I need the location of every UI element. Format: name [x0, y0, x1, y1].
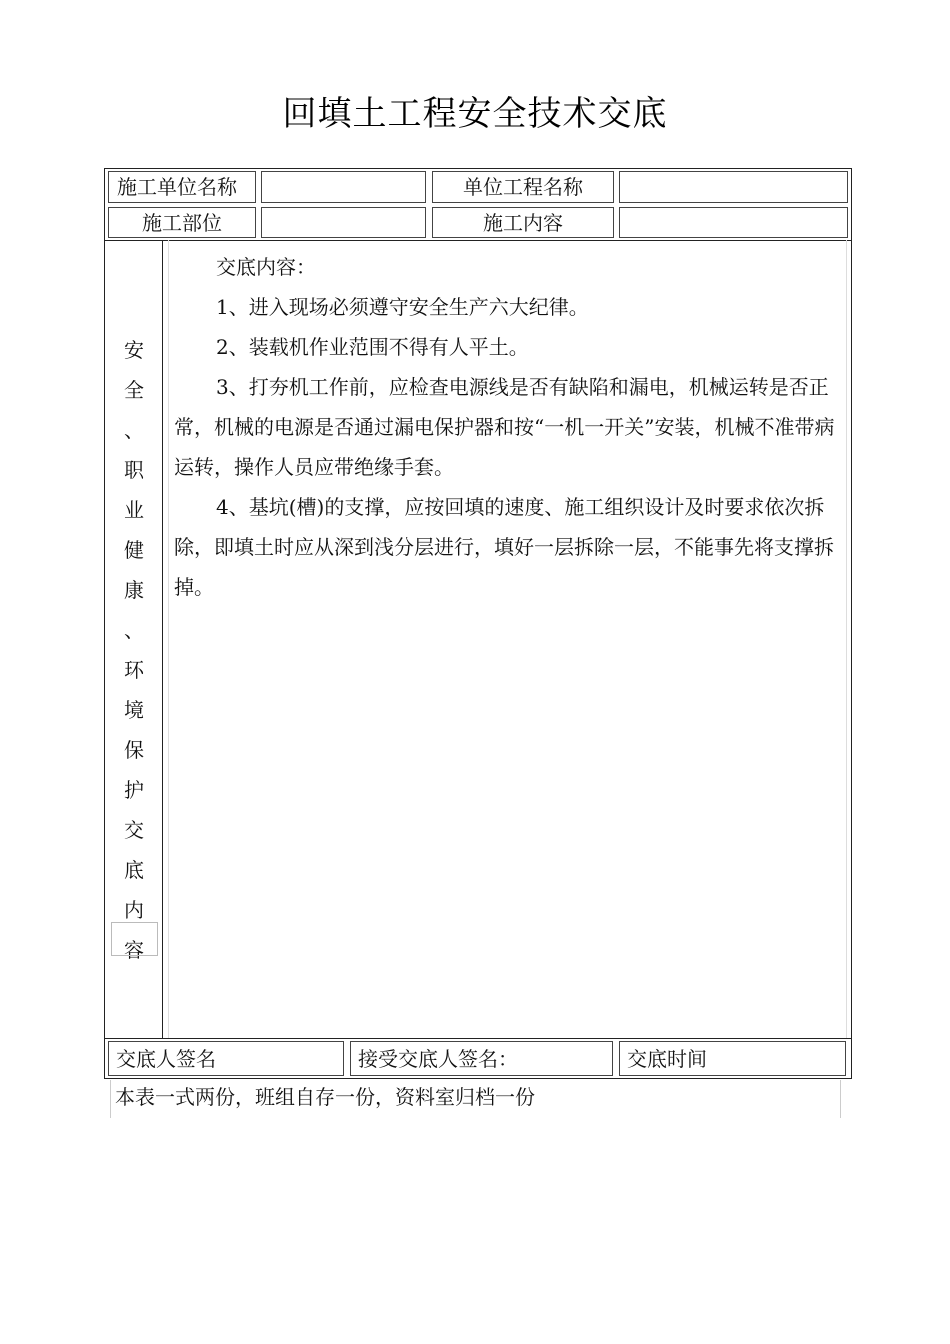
discloser-signature-cell[interactable]: 交底人签名 — [108, 1041, 344, 1076]
content-item: 4、基坑(槽)的支撑，应按回填的速度、施工组织设计及时要求依次拆除，即填土时应从深到浅分层进行，填好一层拆除一层，不能事先将支撑拆掉。 — [174, 495, 834, 599]
content-column-inner-rule — [168, 240, 169, 1038]
construction-part-label: 施工部位 — [108, 207, 256, 238]
side-label-char: 交 — [124, 818, 144, 842]
document-title: 回填土工程安全技术交底 — [282, 94, 668, 134]
construction-content-label: 施工内容 — [432, 207, 614, 238]
side-label-char: 容 — [124, 938, 144, 962]
content-item: 2、装载机作业范围不得有人平土。 — [216, 335, 529, 359]
content-item: 3、打夯机工作前，应检查电源线是否有缺陷和漏电，机械运转是否正常，机械的电源是否通过漏电保护器和按“一机一开关”安装，机械不准带病运转，操作人员应带绝缘手套。 — [174, 375, 835, 479]
footer-left-rule — [110, 1080, 111, 1118]
disclosure-time-cell[interactable]: 交底时间 — [619, 1041, 846, 1076]
side-label-char: 康 — [124, 578, 144, 602]
side-label-vertical — [112, 330, 156, 970]
body-bottom-rule — [104, 1038, 852, 1039]
project-name-field[interactable] — [619, 171, 848, 203]
side-label-char: 职 — [124, 458, 144, 482]
body-top-rule — [104, 240, 852, 241]
side-label-char: 、 — [124, 418, 144, 442]
side-label-char: 全 — [124, 378, 144, 402]
side-label-char: 、 — [124, 618, 144, 642]
side-label-char: 护 — [124, 778, 144, 802]
footer-right-rule — [840, 1080, 841, 1118]
body-right-inner-rule — [846, 240, 847, 1038]
side-label-char: 安 — [124, 338, 144, 362]
disclosure-content — [174, 247, 846, 607]
receiver-signature-cell[interactable]: 接受交底人签名： — [350, 1041, 613, 1076]
side-label-char: 境 — [124, 698, 144, 722]
unit-name-label: 施工单位名称 — [108, 171, 256, 203]
side-label-char: 业 — [124, 498, 144, 522]
side-label-char: 底 — [124, 858, 144, 882]
label-column-divider — [162, 240, 163, 1038]
construction-content-field[interactable] — [619, 207, 848, 238]
side-label-char: 健 — [124, 538, 144, 562]
unit-name-field[interactable] — [261, 171, 426, 203]
construction-part-field[interactable] — [261, 207, 426, 238]
side-label-char: 保 — [124, 738, 144, 762]
content-item: 1、进入现场必须遵守安全生产六大纪律。 — [216, 295, 589, 319]
side-label-char: 内 — [124, 898, 144, 922]
project-name-label: 单位工程名称 — [432, 171, 614, 203]
side-label-char: 环 — [124, 658, 144, 682]
footer-note: 本表一式两份，班组自存一份，资料室归档一份 — [115, 1085, 535, 1109]
side-label-last-cell-box — [111, 922, 158, 956]
content-heading: 交底内容： — [216, 255, 316, 279]
